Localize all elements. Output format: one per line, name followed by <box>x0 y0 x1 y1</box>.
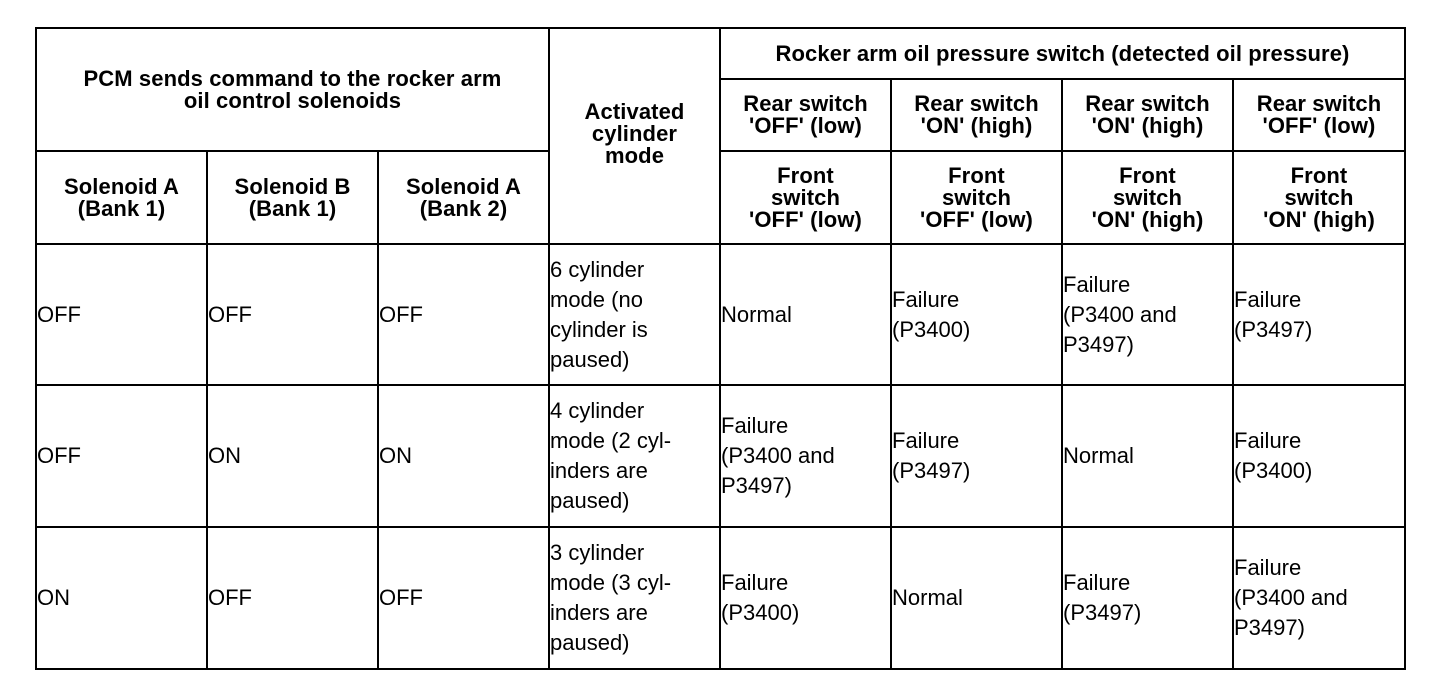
result-cell <box>891 527 1062 669</box>
cell-line: Normal <box>892 585 963 610</box>
result-cell <box>1233 527 1405 669</box>
header-line: (Bank 1) <box>248 195 337 221</box>
rear-switch-header <box>1062 79 1233 151</box>
cell-line: Failure <box>721 413 789 438</box>
cell-line: Failure <box>1063 570 1131 595</box>
solenoid-header <box>207 151 378 244</box>
cell-line: 4 cylinder <box>550 398 645 423</box>
cell-line: (P3400) <box>721 600 800 625</box>
cell-line: (P3497) <box>892 458 971 483</box>
cell-line: Failure <box>1063 271 1131 297</box>
solenoid-header <box>36 151 207 244</box>
cell-line: (P3400 and <box>1063 301 1177 327</box>
rocker-arm-diagnosis-table <box>35 27 1406 670</box>
result-cell <box>720 527 891 669</box>
cell-line: Failure <box>892 286 960 312</box>
result-cell <box>1062 244 1233 385</box>
header-line: switch <box>1112 184 1183 210</box>
cell-line: (P3400) <box>1234 458 1313 483</box>
cell-line: P3497) <box>721 473 792 498</box>
result-cell <box>1233 244 1405 385</box>
header-line: switch <box>1284 184 1354 210</box>
header-line: 'OFF' (low) <box>920 206 1033 232</box>
header-line: 'OFF' (low) <box>749 206 862 232</box>
cell-line: Failure <box>1234 428 1302 453</box>
cell-line: (P3497) <box>1234 316 1313 342</box>
cell-line: (P3400) <box>892 316 971 342</box>
cell-line: P3497) <box>1063 331 1134 357</box>
rear-switch-header <box>891 79 1062 151</box>
solenoid-b-bank1-cell: OFF <box>207 244 378 385</box>
table-row <box>36 527 1405 669</box>
header-line: Rear switch <box>1256 91 1382 116</box>
cell-line: (P3400 and <box>1234 585 1348 610</box>
header-line: (Bank 2) <box>419 195 508 221</box>
solenoid-b-bank1-cell: OFF <box>207 527 378 669</box>
cell-line: (P3497) <box>1063 600 1142 625</box>
cell-line: Normal <box>1063 443 1134 468</box>
table-row <box>36 244 1405 385</box>
cell-line: paused) <box>550 630 630 655</box>
header-line: Activated <box>584 99 685 124</box>
cell-line: inders are <box>550 600 648 625</box>
header-line: switch <box>941 184 1012 210</box>
solenoid-a-bank2-cell: OFF <box>378 527 549 669</box>
result-cell <box>1062 527 1233 669</box>
front-switch-header <box>720 151 891 244</box>
header-line: cylinder <box>591 121 678 146</box>
cell-line: mode (2 cyl- <box>550 428 672 453</box>
front-switch-header <box>1062 151 1233 244</box>
cylinder-mode-cell <box>549 244 720 385</box>
cell-line: mode (no <box>550 286 643 312</box>
solenoid-a-bank2-cell: ON <box>378 385 549 527</box>
cell-line: inders are <box>550 458 648 483</box>
header-line: Solenoid A <box>405 173 522 199</box>
result-cell <box>1062 385 1233 527</box>
header-line: oil control solenoids <box>183 87 402 113</box>
header-line: 'OFF' (low) <box>1262 113 1376 138</box>
table-row <box>36 385 1405 527</box>
cell-line: paused) <box>550 346 630 372</box>
solenoid-a-bank1-cell: ON <box>36 527 207 669</box>
cylinder-mode-cell <box>549 527 720 669</box>
cell-line: Failure <box>892 428 960 453</box>
cell-line: Normal <box>721 301 792 327</box>
cylinder-mode-cell <box>549 385 720 527</box>
cell-line: Failure <box>1234 555 1302 580</box>
header-line: switch <box>770 184 841 210</box>
result-cell <box>891 244 1062 385</box>
header-line: 'ON' (high) <box>1091 206 1204 232</box>
cell-line: cylinder is <box>550 316 648 342</box>
header-line: Front <box>1290 162 1348 188</box>
rear-switch-header <box>720 79 891 151</box>
header-line: Solenoid B <box>234 173 351 199</box>
solenoid-a-bank2-cell: OFF <box>378 244 549 385</box>
cell-line: 3 cylinder <box>550 540 645 565</box>
cell-line: 6 cylinder <box>550 256 645 282</box>
header-line: Front <box>777 162 834 188</box>
activated-mode-header <box>549 28 720 244</box>
result-cell <box>720 244 891 385</box>
header-line: Front <box>1119 162 1176 188</box>
cell-line: (P3400 and <box>721 443 835 468</box>
cell-line: Failure <box>721 570 789 595</box>
cell-line: mode (3 cyl- <box>550 570 672 595</box>
result-cell <box>1233 385 1405 527</box>
header-line: Front <box>948 162 1005 188</box>
header-line: 'OFF' (low) <box>749 113 862 138</box>
header-line: PCM sends command to the rocker arm <box>83 65 502 91</box>
header-line: Rear switch <box>914 91 1039 116</box>
front-switch-header <box>1233 151 1405 244</box>
cell-line: P3497) <box>1234 615 1305 640</box>
header-line: Solenoid A <box>63 173 180 199</box>
solenoid-b-bank1-cell: ON <box>207 385 378 527</box>
result-cell <box>720 385 891 527</box>
cell-line: paused) <box>550 488 630 513</box>
header-line: (Bank 1) <box>77 195 166 221</box>
cell-line: Failure <box>1234 286 1302 312</box>
header-line: 'ON' (high) <box>920 113 1033 138</box>
front-switch-header <box>891 151 1062 244</box>
oil-pressure-switch-header: Rocker arm oil pressure switch (detected oil pressure) <box>720 28 1405 79</box>
header-line: Rear switch <box>1085 91 1210 116</box>
solenoid-header <box>378 151 549 244</box>
solenoid-a-bank1-cell: OFF <box>36 385 207 527</box>
header-line: 'ON' (high) <box>1263 206 1375 232</box>
header-line: mode <box>604 143 665 168</box>
header-line: Rear switch <box>743 91 868 116</box>
pcm-command-header <box>36 28 549 151</box>
header-line: 'ON' (high) <box>1091 113 1204 138</box>
solenoid-a-bank1-cell: OFF <box>36 244 207 385</box>
rear-switch-header <box>1233 79 1405 151</box>
result-cell <box>891 385 1062 527</box>
